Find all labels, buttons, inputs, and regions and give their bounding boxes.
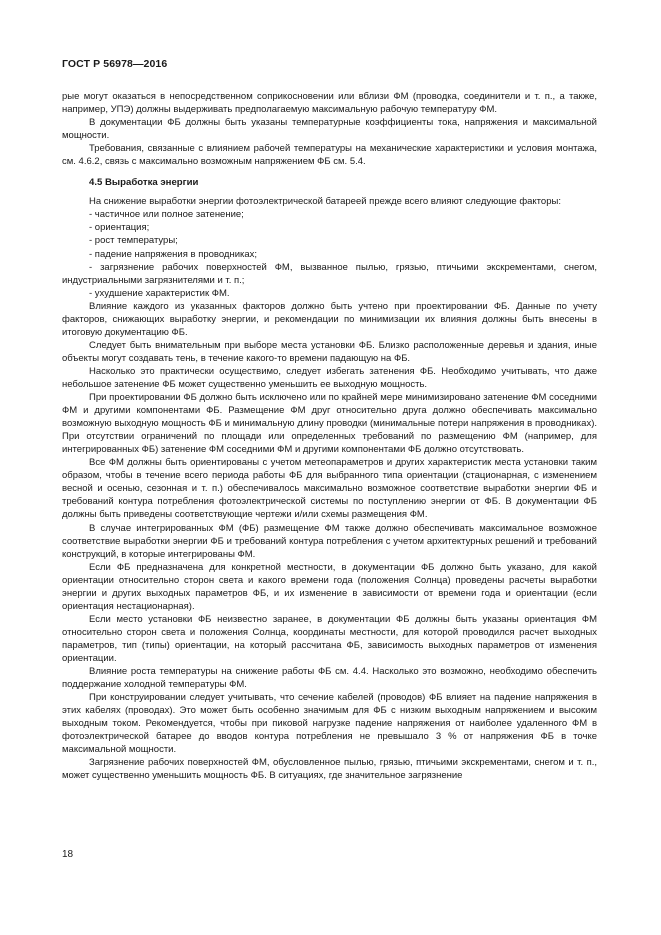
section-title: 4.5 Выработка энергии — [89, 177, 199, 189]
page-number: 18 — [62, 849, 74, 860]
paragraph: При конструировании следует учитывать, что сечение кабелей (проводов) ФБ влияет на падение напряжения в этих кабелях (проводах). Это может быть особенно значимым для ФБ с низким выходным напряжением и высоким выходным током. Рекомендуется, чтобы при пиковой нагрузке падение напряжения от наиболее удаленного ФМ в фотоэлектрической батарее до вводов контура потребления не превышало 3 % от напряжения ФБ в точке максимальной мощности. — [62, 692, 597, 756]
list-item: - падение напряжения в проводниках; — [89, 248, 258, 260]
paragraph: Влияние каждого из указанных факторов должно быть учтено при проектировании ФБ. Данные по учету факторов, снижающих выработку энергии, и рекомендации по минимизации их влияния должны быть внесены в итоговую документацию ФБ. — [62, 300, 597, 338]
paragraph: Если место установки ФБ неизвестно заранее, в документации ФБ должны быть указаны ориентация ФМ относительно сторон света и положения Солнца, координаты местности, для которой проводился расчет выходных параметров, тип (типы) ориентации, на который рассчитана ФБ, зависимость выходных параметров от изменения ориентации. — [62, 613, 597, 664]
paragraph: Все ФМ должны быть ориентированы с учетом метеопараметров и других характеристик места установки таким образом, чтобы в течение всего периода работы ФБ для выбранного типа ориентации (стационарная, с изменением весной и осенью, сезонная и т. п.) обеспечивалось максимально возможное соответствие выработки энергии ФБ и требований контура потребления фотоэлектрической системы по поступлению энергии от ФБ. В документации ФБ должны быть приведены соответствующие чертежи и/или схемы размещения ФМ. — [62, 457, 597, 521]
list-item: - рост температуры; — [89, 235, 178, 247]
paragraph: Требования, связанные с влиянием рабочей температуры на механические характеристики и условия монтажа, см. 4.6.2, связь с максимально возможным напряжением ФБ см. 5.4. — [62, 143, 597, 168]
paragraph: В случае интегрированных ФМ (ФБ) размещение ФМ также должно обеспечивать максимальное возможное соответствие выработки энергии ФБ и требований контура потребления с учетом архитектурных решений и требований конструкций, в которые интегрированы ФМ. — [62, 522, 597, 560]
paragraph: Следует быть внимательным при выборе места установки ФБ. Близко расположенные деревья и здания, иные объекты могут создавать тень, в течение какого-то времени падающую на ФБ. — [62, 339, 597, 364]
paragraph: Если ФБ предназначена для конкретной местности, в документации ФБ должно быть указано, для какой ориентации относительно сторон света и какого времени года (положения Солнца) проведены расчеты выработки энергии и других выходных параметров ФБ, и их изменение в зависимости от времени года и ориентации (если ориентация нестационарная). — [62, 561, 597, 612]
paragraph: Насколько это практически осуществимо, следует избегать затенения ФБ. Необходимо учитывать, что даже небольшое затенение ФБ может существенно уменьшить ее выходную мощность. — [62, 365, 597, 390]
paragraph: рые могут оказаться в непосредственном соприкосновении или вблизи ФМ (проводка, соединители и т. п., а также, например, УПЭ) должны выдерживать предполагаемую максимальную рабочую температуру ФМ. — [62, 91, 597, 116]
paragraph: При проектировании ФБ должно быть исключено или по крайней мере минимизировано затенение ФМ соседними ФМ и другими компонентами ФБ. Размещение ФМ друг относительно друга должно обеспечивать максимально возможную выходную мощность ФБ и минимальную длину проводки (минимальные потери напряжения в проводниках). При отсутствии ограничений по площади или определенных требований по размещению ФМ (например, для интегрированных ФБ) затенение ФМ соседними ФМ и другими компонентами ФБ должно отсутствовать. — [62, 392, 597, 456]
page-content — [62, 90, 597, 782]
list-item: - загрязнение рабочих поверхностей ФМ, вызванное пылью, грязью, птичьими экскрементами, снегом, индустриальными загрязнителями и т. п.; — [62, 261, 597, 286]
list-item: - ориентация; — [89, 222, 150, 234]
list-item: - ухудшение характеристик ФМ. — [89, 287, 230, 299]
paragraph: Влияние роста температуры на снижение работы ФБ см. 4.4. Насколько это возможно, необходимо обеспечить поддержание холодной температуры ФМ. — [62, 666, 597, 691]
document-header: ГОСТ Р 56978—2016 — [62, 58, 168, 70]
paragraph: Загрязнение рабочих поверхностей ФМ, обусловленное пылью, грязью, птичьими экскрементами, снегом и т. п., может существенно уменьшить мощность ФБ. В ситуациях, где значительное загрязнение — [62, 757, 597, 782]
paragraph: На снижение выработки энергии фотоэлектрической батареей прежде всего влияют следующие факторы: — [89, 196, 561, 208]
list-item: - частичное или полное затенение; — [89, 209, 244, 221]
paragraph: В документации ФБ должны быть указаны температурные коэффициенты тока, напряжения и максимальной мощности. — [62, 117, 597, 142]
